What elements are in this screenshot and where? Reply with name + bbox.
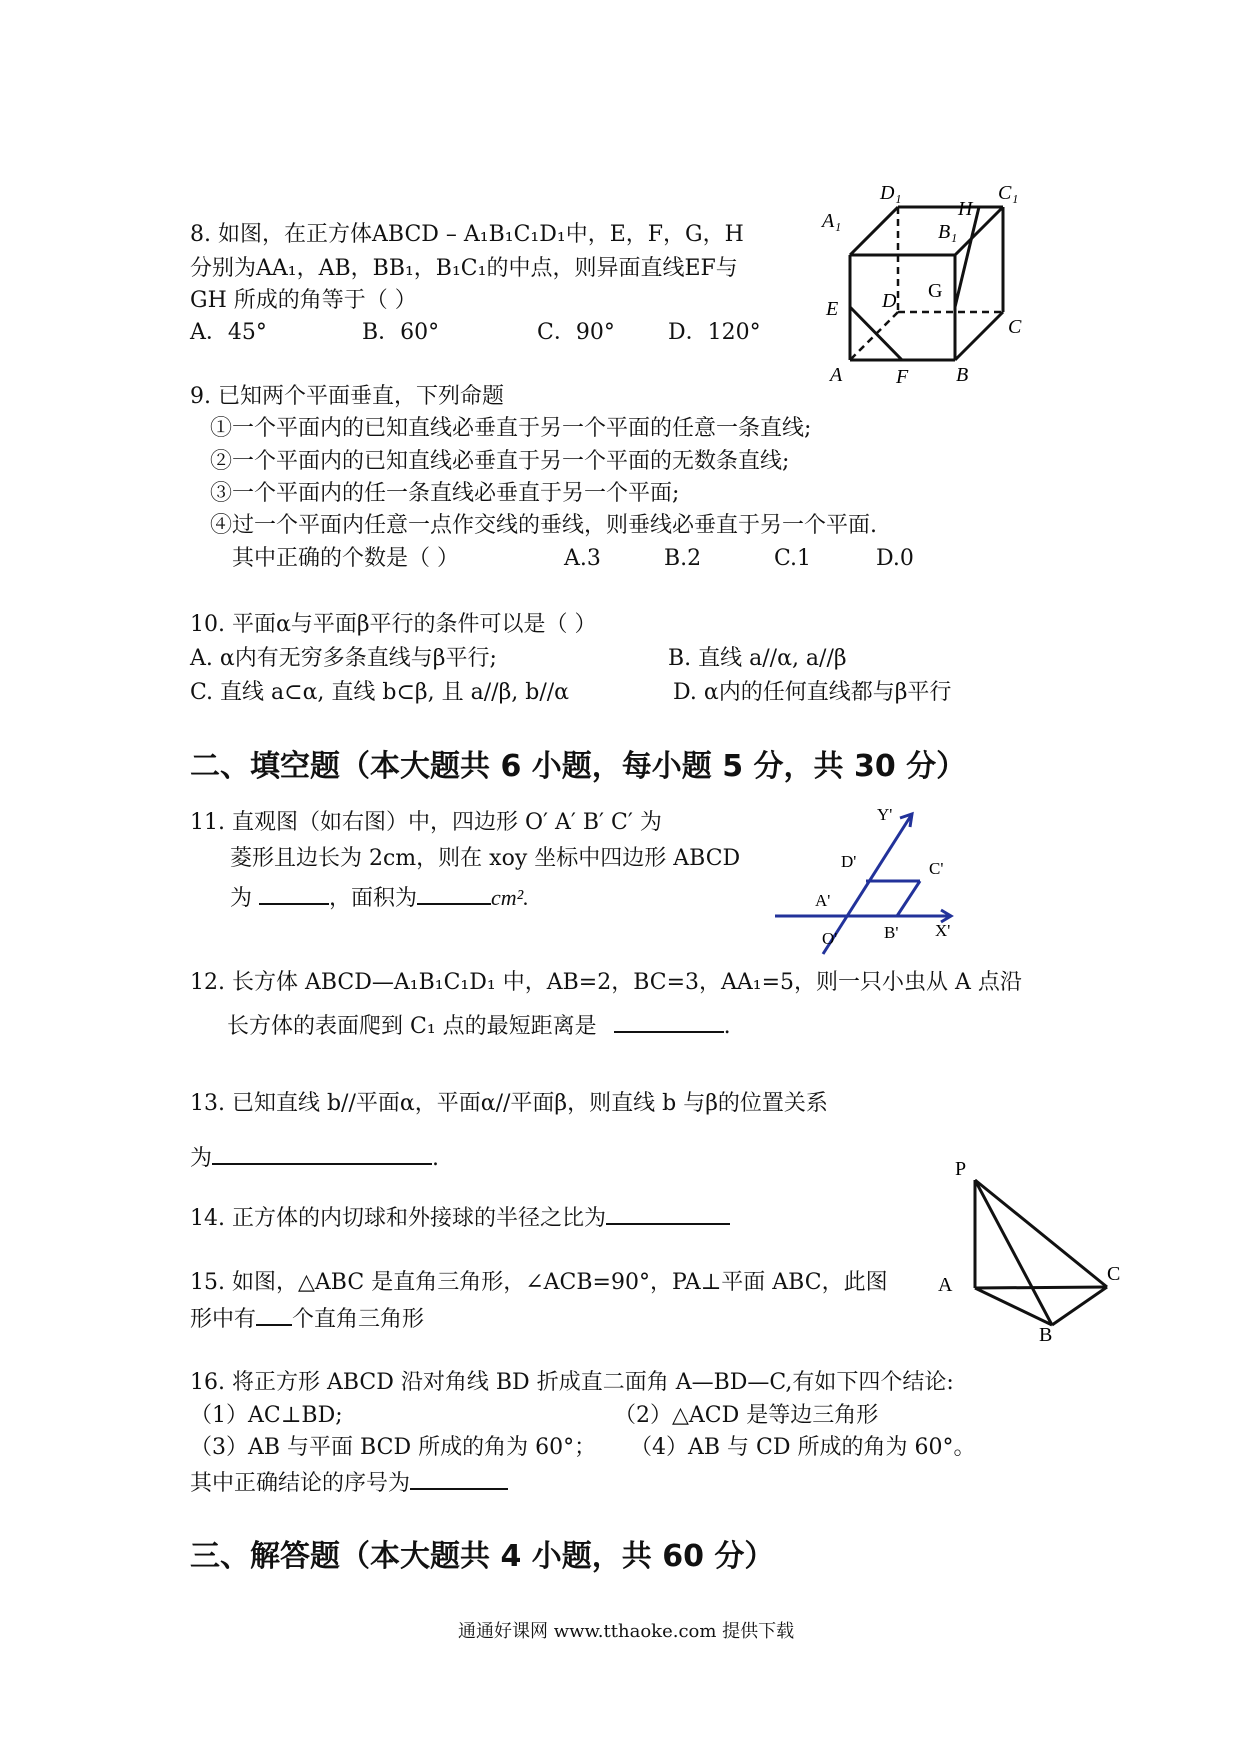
q16-line1: 16. 将正方形 ABCD 沿对角线 BD 折成直二面角 A—BD—C,有如下四个结论: (190, 1370, 954, 1395)
q12-line2 (227, 1013, 731, 1038)
label-c: C (1107, 1263, 1121, 1285)
label-c1: C₁ (998, 185, 1019, 204)
q14-line1 (190, 1205, 730, 1230)
section-2-heading: 二、填空题（本大题共 6 小题，每小题 5 分，共 30 分） (190, 749, 967, 784)
label-f: F (896, 366, 909, 385)
label-g: G (928, 280, 943, 302)
q8-option-c: C．90° (537, 320, 615, 345)
q15-line1: 15. 如图，△ABC 是直角三角形，∠ACB=90°，PA⊥平面 ABC，此图 (190, 1270, 888, 1295)
q15-line2 (190, 1306, 424, 1331)
q8-option-d: D．120° (668, 320, 761, 345)
label-a: A (938, 1274, 953, 1296)
q12-blank[interactable] (614, 1013, 724, 1033)
q11-line2: 菱形且边长为 2cm，则在 xoy 坐标中四边形 ABCD (230, 846, 741, 871)
q12-period: . (723, 1014, 731, 1039)
q11-text-a: 为 (230, 886, 253, 911)
q11-blank-2[interactable] (417, 885, 491, 905)
q9-option-d: D.0 (876, 546, 914, 571)
q9-option-a: A.3 (564, 546, 601, 571)
q9-option-b: B.2 (664, 546, 702, 571)
label-p: P (955, 1158, 967, 1180)
cube-figure (820, 185, 1030, 385)
q10-option-d: D. α内的任何直线都与β平行 (673, 680, 952, 705)
q13-blank[interactable] (212, 1145, 432, 1165)
q9-item-2: ②一个平面内的已知直线必垂直于另一个平面的无数条直线; (210, 449, 790, 474)
q13-line2 (190, 1145, 439, 1170)
q8-line1: 8. 如图，在正方体ABCD – A₁B₁C₁D₁中，E，F，G，H (190, 222, 744, 247)
q13-text: 为 (190, 1146, 213, 1171)
q15-text-b: 个直角三角形 (292, 1307, 425, 1332)
label-d-prime: D' (841, 852, 857, 871)
label-a1: A₁ (822, 210, 842, 232)
tetrahedron-figure (935, 1155, 1135, 1345)
q11-line3 (230, 885, 529, 910)
q11-unit: cm². (491, 885, 529, 910)
label-d1: D₁ (880, 185, 902, 204)
label-a-prime: A' (815, 891, 831, 910)
label-d: D (882, 290, 897, 312)
label-c: C (1008, 316, 1022, 338)
q16-line4 (190, 1470, 508, 1495)
q16-conclusion-4: （4）AB 与 CD 所成的角为 60°。 (630, 1435, 976, 1460)
q11-text-b: ，面积为 (329, 886, 418, 911)
q11-line1: 11. 直观图（如右图）中，四边形 O′ A′ B′ C′ 为 (190, 810, 662, 835)
q8-option-b: B．60° (362, 320, 440, 345)
q10-stem: 10. 平面α与平面β平行的条件可以是（ ） (190, 612, 597, 637)
footer-text: 通通好课网 www.tthaoke.com 提供下载 (458, 1621, 795, 1642)
q9-item-4: ④过一个平面内任意一点作交线的垂线，则垂线必垂直于另一个平面. (210, 513, 877, 538)
q8-line2: 分别为AA₁，AB，BB₁，B₁C₁的中点，则异面直线EF与 (190, 256, 738, 281)
q14-blank[interactable] (606, 1205, 730, 1225)
label-y: Y' (877, 805, 893, 824)
label-b-prime: B' (884, 923, 899, 942)
q9-stem: 9. 已知两个平面垂直，下列命题 (190, 384, 504, 409)
q9-answer-line: 其中正确的个数是（ ） (232, 546, 459, 571)
q16-text: 其中正确结论的序号为 (190, 1471, 411, 1496)
label-b: B (956, 364, 969, 385)
q12-text: 长方体的表面爬到 C₁ 点的最短距离是 (227, 1014, 597, 1039)
q16-conclusion-3: （3）AB 与平面 BCD 所成的角为 60°； (190, 1435, 597, 1460)
label-a: A (830, 364, 843, 385)
q9-item-3: ③一个平面内的任一条直线必垂直于另一个平面; (210, 481, 680, 506)
q11-blank-1[interactable] (259, 885, 329, 905)
q8-option-a: A．45° (190, 320, 267, 345)
q15-text-a: 形中有 (190, 1307, 257, 1332)
label-b: B (1039, 1324, 1053, 1345)
q8-line3: GH 所成的角等于（ ） (190, 288, 417, 313)
section-3-heading: 三、解答题（本大题共 4 小题，共 60 分） (190, 1539, 775, 1574)
q10-option-b: B. 直线 a//α, a//β (668, 646, 847, 671)
q16-blank[interactable] (410, 1470, 508, 1490)
q12-line1: 12. 长方体 ABCD—A₁B₁C₁D₁ 中，AB=2，BC=3，AA₁=5，则一只小虫从 A 点沿 (190, 970, 1022, 995)
q16-conclusion-2: （2）△ACD 是等边三角形 (614, 1403, 879, 1428)
label-x: X' (935, 921, 951, 940)
q10-option-a: A. α内有无穷多条直线与β平行; (190, 646, 497, 671)
q15-blank[interactable] (256, 1306, 292, 1326)
q13-line1: 13. 已知直线 b//平面α，平面α//平面β，则直线 b 与β的位置关系 (190, 1091, 828, 1116)
label-o-prime: O' (822, 929, 838, 948)
label-e: E (826, 298, 839, 320)
oblique-drawing-figure (775, 800, 965, 965)
q10-option-c: C. 直线 a⊂α, 直线 b⊂β, 且 a//β, b//α (190, 680, 570, 705)
q9-option-c: C.1 (774, 546, 812, 571)
q16-conclusion-1: （1）AC⊥BD; (190, 1403, 343, 1428)
q9-item-1: ①一个平面内的已知直线必垂直于另一个平面的任意一条直线; (210, 416, 812, 441)
label-c-prime: C' (929, 859, 944, 878)
q14-text: 14. 正方体的内切球和外接球的半径之比为 (190, 1206, 606, 1231)
label-h: H (958, 198, 973, 220)
label-b1: B₁ (938, 221, 958, 243)
q13-period: . (432, 1146, 440, 1171)
